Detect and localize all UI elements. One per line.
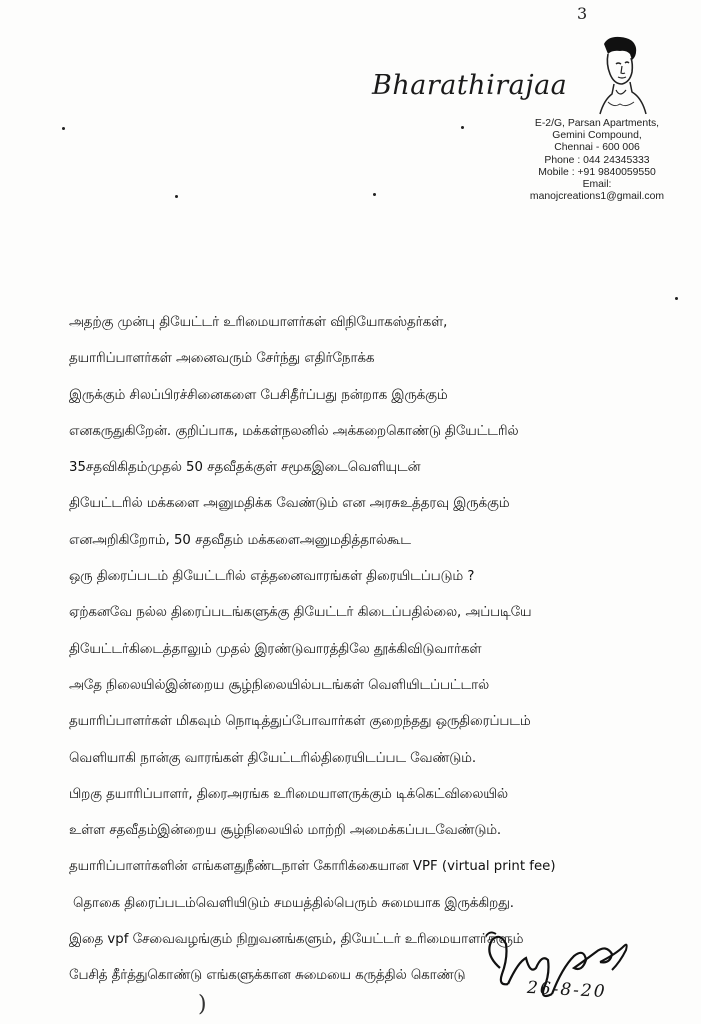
scan-speck xyxy=(461,126,464,129)
body-line: எனஅறிகிறோம், 50 சதவீதம் மக்களைஅனுமதித்தால்கூட xyxy=(69,532,411,548)
body-line: அதே நிலையில்இன்றைய சூழ்நிலையில்படங்கள் வெளியிடப்பட்டால் xyxy=(69,677,490,693)
body-line: இருக்கும் சிலப்பிரச்சினைகளை பேசிதீர்ப்பது நன்றாக இருக்கும் xyxy=(69,387,448,403)
scan-speck xyxy=(373,193,376,196)
letter-body xyxy=(69,305,689,995)
email-address: manojcreations1@gmail.com xyxy=(529,191,665,203)
body-line: 35சதவிகிதம்முதல் 50 சதவீதக்குள் சமூகஇடைவெளியுடன் xyxy=(69,460,421,476)
body-line: தொகை திரைப்படம்வெளியிடும் சமயத்தில்பெரும் சுமையாக இருக்கிறது. xyxy=(73,895,514,911)
body-line: தயாரிப்பாளர்களின் எங்களதுநீண்டநாள் கோரிக்கையான VPF (virtual print fee) xyxy=(69,859,556,875)
body-line: அதற்கு முன்பு தியேட்டர் உரிமையாளர்கள் விநியோகஸ்தர்கள், xyxy=(69,315,448,330)
letterhead-brand: Bharathirajaa xyxy=(372,70,568,101)
body-line: தயாரிப்பாளர்கள் அனைவரும் சேர்ந்து எதிர்நோக்க xyxy=(69,351,375,367)
body-line: ஏற்கனவே நல்ல திரைப்படங்களுக்கு தியேட்டர் கிடைப்பதில்லை, அப்படியே xyxy=(69,605,532,621)
address-line: Gemini Compound, xyxy=(552,130,642,142)
scan-speck xyxy=(175,195,178,198)
body-line: ஒரு திரைப்படம் தியேட்டரில் எத்தனைவாரங்கள் திரையிடப்படும் ? xyxy=(69,569,475,585)
address-line: Chennai - 600 006 xyxy=(554,142,640,154)
body-line: எனகருதுகிறேன். குறிப்பாக, மக்கள்நலனில் அக்கறைகொண்டு தியேட்டரில் xyxy=(69,423,519,439)
letterhead-address xyxy=(528,118,666,203)
page-number: 3 xyxy=(577,4,588,23)
body-line: உள்ள சதவீதம்இன்றைய சூழ்நிலையில் மாற்றி அமைக்கப்படவேண்டும். xyxy=(69,823,502,839)
email-label: Email: xyxy=(582,179,612,191)
mobile-line: Mobile : +91 9840059550 xyxy=(538,166,656,178)
body-line: இதை vpf சேவைவழங்கும் நிறுவனங்களும், தியேட்டர் உரிமையாளர்களும் xyxy=(69,932,524,948)
scan-speck xyxy=(62,127,65,130)
body-line: தயாரிப்பாளர்கள் மிகவும் நொடித்துப்போவார்கள் குறைந்தது ஒருதிரைப்படம் xyxy=(69,714,531,730)
body-line: பிறகு தயாரிப்பாளர், திரைஅரங்க உரிமையாளருக்கும் டிக்கெட்விலையில் xyxy=(69,786,508,802)
portrait-sketch-icon xyxy=(590,34,648,116)
body-line: தியேட்டரில் மக்களை அனுமதிக்க வேண்டும் என அரசுஉத்தரவு இருக்கும் xyxy=(69,496,510,512)
margin-mark: ) xyxy=(198,992,207,1017)
scan-speck xyxy=(675,297,678,300)
body-line: வெளியாகி நான்கு வாரங்கள் தியேட்டரில்திரையிடப்பட வேண்டும். xyxy=(69,750,477,766)
address-line: E-2/G, Parsan Apartments, xyxy=(534,118,660,129)
phone-line: Phone : 044 24345333 xyxy=(544,154,650,166)
body-line: பேசித் தீர்த்துகொண்டு எங்களுக்கான சுமையை கருத்தில் கொண்டு xyxy=(69,968,466,984)
signature-date: 26-8-20 xyxy=(526,977,608,1003)
body-line: தியேட்டர்கிடைத்தாலும் முதல் இரண்டுவாரத்திலே தூக்கிவிடுவார்கள் xyxy=(69,641,482,657)
